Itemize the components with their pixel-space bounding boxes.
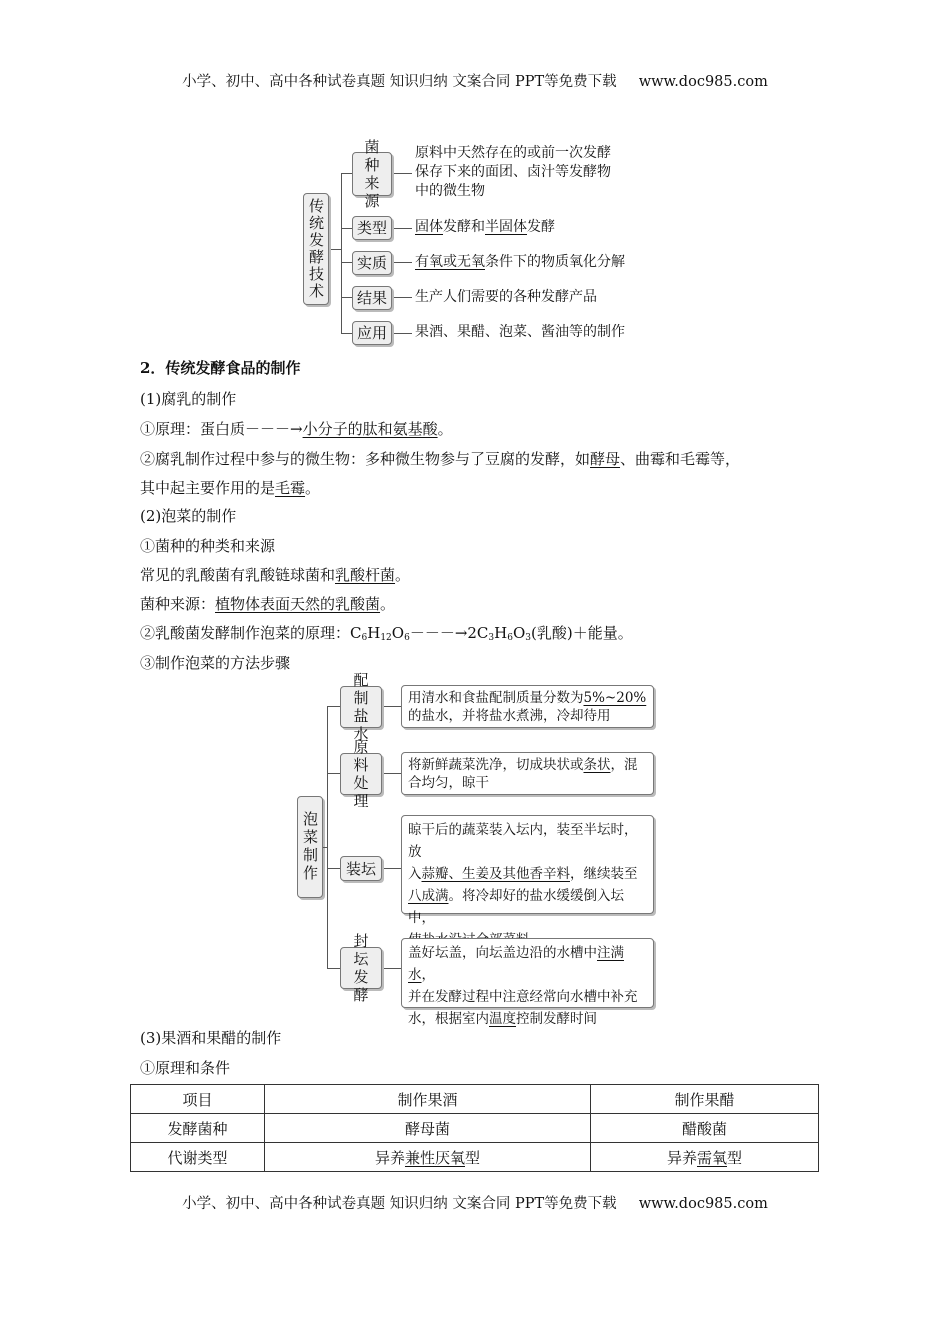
diagram1-arrow xyxy=(394,333,412,334)
answer-semisolid: 半固体 xyxy=(485,219,527,235)
fuyu-main-microbe xyxy=(140,477,320,498)
header-text: 小学、初中、高中各种试卷真题 知识归纳 文案合同 PPT等免费下载 xyxy=(182,74,617,90)
label-essence: 实质 xyxy=(352,251,392,275)
answer-lactobacillus: 乳酸杆菌 xyxy=(335,566,396,584)
comparison-table xyxy=(130,1084,819,1172)
text: 常见的乳酸菌有乳酸链球菌和 xyxy=(140,566,336,584)
diagram2-branch xyxy=(327,706,340,707)
text: 、曲霉和毛霉等， xyxy=(620,450,741,468)
text: 。 xyxy=(380,595,396,613)
text: 将新鲜蔬菜洗净，切成块状或 xyxy=(408,757,584,773)
diagram2-arrow xyxy=(384,706,401,707)
text: 盖好坛盖，向坛盖边沿的水槽中 xyxy=(408,945,597,961)
answer-solid: 固体 xyxy=(415,219,443,235)
diagram2-branch xyxy=(327,773,340,774)
page-footer xyxy=(0,1192,950,1213)
footer-text: 小学、初中、高中各种试卷真题 知识归纳 文案合同 PPT等免费下载 xyxy=(182,1196,617,1212)
diagram1-branch xyxy=(341,173,352,174)
text: 。将冷却好的盐水缓缓倒入坛中， xyxy=(408,888,624,926)
pickle-strain-source xyxy=(140,593,395,614)
text: 异养 xyxy=(374,1148,405,1167)
text: O xyxy=(512,624,526,642)
diagram2-branch xyxy=(327,968,340,969)
table-header-cell: 制作果醋 xyxy=(591,1085,819,1114)
diagram1-arrow xyxy=(394,228,412,229)
subsection-pickle: (2)泡菜的制作 xyxy=(140,507,237,525)
text: 异养 xyxy=(666,1148,697,1167)
text: ②乳酸菌发酵制作泡菜的原理：C xyxy=(140,624,362,642)
text: ②腐乳制作过程中参与的微生物：多种微生物参与了豆腐的发酵，如 xyxy=(140,450,591,468)
diagram1-root: 传统发酵技术 xyxy=(303,193,329,305)
table-cell: 发酵菌种 xyxy=(131,1114,265,1143)
subscript: 6 xyxy=(404,633,410,643)
diagram1-branch xyxy=(341,333,352,334)
step-label-brine: 配制盐水 xyxy=(340,686,382,728)
answer-facultative: 兼性厌氧 xyxy=(404,1148,465,1167)
diagram2-arrow xyxy=(384,868,401,869)
pickle-steps-heading: ③制作泡菜的方法步骤 xyxy=(140,654,291,672)
text: 的盐水，并将盐水煮沸，冷却待用 xyxy=(408,708,611,724)
table-cell: 酵母菌 xyxy=(265,1114,591,1143)
desc-text: 条件下的物质氧化分解 xyxy=(485,254,625,270)
text: ，混 xyxy=(610,757,638,773)
diagram1-branch xyxy=(341,297,352,298)
fuyu-microbes xyxy=(140,448,740,469)
text: 入 xyxy=(408,866,422,882)
pickle-lactic-bacteria xyxy=(140,564,410,585)
diagram2-arrow xyxy=(384,773,401,774)
pickle-strain-heading: ①菌种的种类和来源 xyxy=(140,537,276,555)
answer-mucor: 毛霉 xyxy=(275,479,306,497)
label-strain-source: 菌种来源 xyxy=(352,152,392,196)
diagram1-arrow xyxy=(394,262,412,263)
step-desc-brine xyxy=(401,685,654,728)
table-cell xyxy=(591,1143,819,1172)
table-cell: 代谢类型 xyxy=(131,1143,265,1172)
section-title: 2．传统发酵食品的制作 xyxy=(140,359,301,377)
principle-conditions-heading: ①原理和条件 xyxy=(140,1059,231,1077)
label-application: 应用 xyxy=(352,321,392,345)
answer-plant-surface: 植物体表面天然的乳酸菌 xyxy=(215,595,381,613)
text: H xyxy=(367,624,381,642)
desc-application: 果酒、果醋、泡菜、酱油等的制作 xyxy=(415,324,625,340)
diagram1-arrow xyxy=(394,173,412,174)
step-desc-jar xyxy=(401,815,654,926)
page-header xyxy=(0,70,950,91)
text: H xyxy=(494,624,508,642)
text: 用清水和食盐配制质量分数为 xyxy=(408,690,584,706)
subsection-wine-vinegar: (3)果酒和果醋的制作 xyxy=(140,1029,282,1047)
desc-line: 保存下来的面团、卤汁等发酵物 xyxy=(415,164,611,180)
text: 晾干后的蔬菜装入坛内，装至半坛时，放 xyxy=(408,822,638,860)
answer-peptide: 小分子的肽和氨基酸 xyxy=(302,420,438,438)
desc-line: 中的微生物 xyxy=(415,183,485,199)
label-type: 类型 xyxy=(352,216,392,240)
answer-spices: 蒜瓣、生姜及其他香辛料 xyxy=(421,866,570,882)
subscript: 6 xyxy=(361,633,368,643)
table-cell xyxy=(265,1143,591,1172)
diagram2-spine xyxy=(327,706,328,968)
desc-text: 发酵 xyxy=(527,219,555,235)
text: O xyxy=(391,624,405,642)
answer-aerobic: 有氧或无氧 xyxy=(415,254,485,270)
step-label-jar: 装坛 xyxy=(340,856,382,881)
text: (乳酸)＋能量。 xyxy=(531,624,633,642)
table-header-row xyxy=(131,1085,819,1114)
fuyu-principle xyxy=(140,418,453,439)
diagram1-spine xyxy=(341,173,342,333)
text: 菌种来源： xyxy=(140,595,216,613)
answer-temperature: 温度 xyxy=(489,1011,516,1027)
text: 型 xyxy=(727,1148,743,1167)
table-cell: 醋酸菌 xyxy=(591,1114,819,1143)
subscript: 3 xyxy=(525,633,532,643)
diagram2-arrow xyxy=(384,968,401,969)
step-label-seal: 封坛发酵 xyxy=(340,947,382,989)
diagram2-branch xyxy=(327,868,340,869)
label-result: 结果 xyxy=(352,286,392,310)
table-header-cell: 项目 xyxy=(131,1085,265,1114)
answer-aerobic-type: 需氧 xyxy=(696,1148,727,1167)
text: ①原理：蛋白质－－－→ xyxy=(140,420,303,438)
subscript: 6 xyxy=(507,633,513,643)
text: 。 xyxy=(305,479,321,497)
text: ， xyxy=(421,967,435,983)
step-desc-seal xyxy=(401,938,654,1027)
diagram1-connector xyxy=(331,249,341,250)
answer-eighty-percent: 八成满 xyxy=(408,888,449,904)
text: 。 xyxy=(437,420,453,438)
desc-result: 生产人们需要的各种发酵产品 xyxy=(415,289,597,305)
table-row xyxy=(131,1114,819,1143)
text: 控制发酵时间 xyxy=(516,1011,597,1027)
text: 水，根据室内 xyxy=(408,1011,489,1027)
text: ，继续装至 xyxy=(570,866,638,882)
answer-yeast: 酵母 xyxy=(590,450,621,468)
pickle-principle xyxy=(140,622,633,643)
subscript: 3 xyxy=(488,633,495,643)
desc-essence xyxy=(415,253,625,272)
text: －－－→2C xyxy=(409,624,489,642)
answer-concentration: 5%~20% xyxy=(583,690,647,706)
table-header-cell: 制作果酒 xyxy=(265,1085,591,1114)
answer-fill-water: 注满水 xyxy=(408,945,624,983)
step-desc-material xyxy=(401,752,654,795)
text: 合均匀，晾干 xyxy=(408,775,489,791)
step-label-material: 原料处理 xyxy=(340,753,382,795)
diagram1-branch xyxy=(341,262,352,263)
diagram2-root: 泡菜制作 xyxy=(297,796,323,898)
header-url[interactable]: www.doc985.com xyxy=(638,74,768,90)
text: 。 xyxy=(395,566,411,584)
subscript: 12 xyxy=(380,633,392,643)
desc-type xyxy=(415,218,555,237)
subsection-fuyu: (1)腐乳的制作 xyxy=(140,390,237,408)
desc-line: 原料中天然存在的或前一次发酵 xyxy=(415,145,611,161)
text: 其中起主要作用的是 xyxy=(140,479,276,497)
answer-strips: 条状 xyxy=(583,757,611,773)
desc-text: 发酵和 xyxy=(443,219,485,235)
diagram1-branch xyxy=(341,228,352,229)
table-row xyxy=(131,1143,819,1172)
text: 型 xyxy=(465,1148,481,1167)
text: 并在发酵过程中注意经常向水槽中补充 xyxy=(408,989,638,1005)
diagram1-arrow xyxy=(394,297,412,298)
footer-url[interactable]: www.doc985.com xyxy=(638,1196,768,1212)
desc-strain-source xyxy=(415,144,611,201)
